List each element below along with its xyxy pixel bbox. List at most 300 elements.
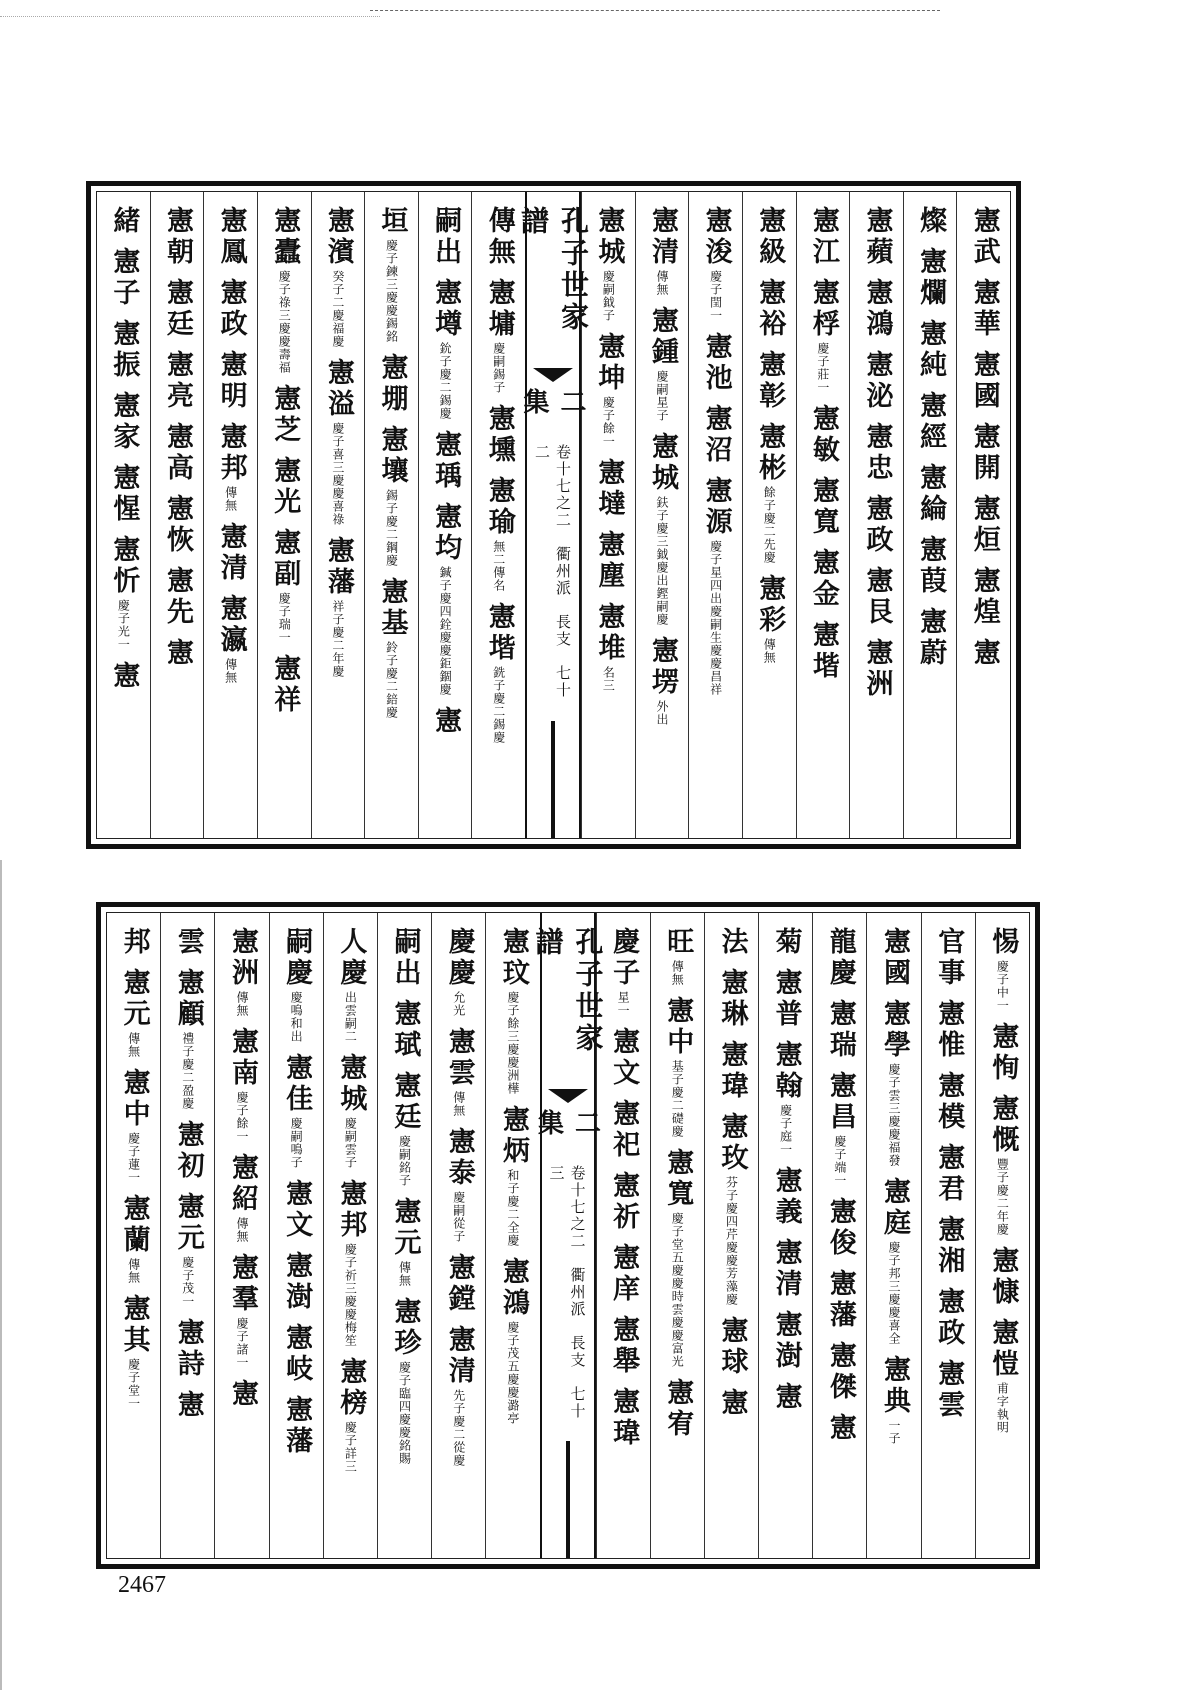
entry-name: 憲球 [716, 1316, 748, 1378]
entry [608, 1099, 638, 1161]
entry-note: 餘子慶二先慶 [762, 486, 777, 564]
entry-note: 慶嗣銘子 [397, 1135, 412, 1187]
entry-name: 憲瑋 [608, 1387, 640, 1449]
entry-name: 燦 [915, 206, 947, 237]
entry [608, 1315, 638, 1377]
entry-name: 憲 [172, 1390, 204, 1421]
entry-name: 憲政 [933, 1287, 965, 1349]
entry [108, 463, 138, 525]
entry-note: 慶子堂五慶慶時雲慶慶富光 [670, 1212, 685, 1368]
genealogy-column [866, 913, 920, 1558]
entry-name: 憲塵 [593, 530, 625, 592]
entry-name: 憲金 [807, 548, 839, 610]
entry-name: 憲忠 [861, 422, 893, 484]
entry-note: 傳無 [234, 1217, 249, 1243]
entry [933, 999, 963, 1061]
entry [987, 927, 1017, 1012]
entry [987, 1246, 1017, 1308]
entry [444, 1127, 474, 1243]
entry [808, 476, 838, 538]
entry-note: 慶子雲三慶慶福發 [887, 1063, 902, 1167]
entry-name: 法 [716, 927, 748, 958]
entry [701, 206, 731, 322]
entry-note: 銑子慶二錫慶 [491, 666, 506, 744]
entry-name: 憲塄 [646, 636, 678, 698]
entry-note: 慶子茂五慶慶潞亭 [505, 1321, 520, 1425]
entry-name: 憲瑞 [824, 999, 856, 1061]
entry-name: 憲堋 [376, 353, 408, 415]
entry-name: 憲高 [161, 422, 193, 484]
entry [647, 636, 677, 726]
entry-name: 緒 [108, 206, 140, 237]
genealogy-column [956, 192, 1010, 838]
entry-note: 名三 [601, 666, 616, 692]
entry-name: 嗣出 [389, 927, 421, 989]
entry-name: 憲中 [118, 1068, 150, 1130]
entry [915, 319, 945, 381]
entry-name: 嗣出 [430, 206, 462, 268]
entry [227, 1153, 257, 1243]
entry [376, 577, 406, 719]
entry-name: 憲庠 [608, 1243, 640, 1305]
entry [484, 404, 514, 466]
entry [933, 927, 963, 989]
entry-name: 憲沼 [700, 404, 732, 466]
entry [771, 1166, 801, 1228]
entry [808, 548, 838, 610]
entry [933, 1071, 963, 1133]
entry-name: 憲俊 [824, 1197, 856, 1259]
entry [119, 1294, 149, 1410]
entry-name: 憲義 [770, 1166, 802, 1228]
entry-name: 憲模 [933, 1071, 965, 1133]
entry-name: 邦 [118, 927, 150, 958]
entry-name: 憲振 [108, 319, 140, 381]
entry [969, 278, 999, 340]
entry-note: 鈗子慶二錫慶 [438, 342, 453, 420]
entry [227, 927, 257, 1017]
entry-name: 憲恢 [161, 494, 193, 556]
entry [647, 206, 677, 296]
entry [771, 927, 801, 958]
entry-note: 癸子二慶福慶 [330, 270, 345, 348]
entry-note: 慶子餘三慶慶洲樺 [505, 991, 520, 1095]
entry-name: 憲岐 [281, 1323, 313, 1385]
entry [162, 638, 192, 669]
entry-name: 憲雲 [933, 1359, 965, 1421]
entry-name: 憲敏 [807, 404, 839, 466]
genealogy-column [257, 192, 311, 838]
entry-name: 憲庭 [879, 1177, 911, 1239]
entry [825, 1071, 855, 1187]
entry-name: 憲桴 [807, 278, 839, 340]
genealogy-column [97, 192, 150, 838]
entry-note: 傳無 [223, 486, 238, 512]
genealogy-column [160, 913, 214, 1558]
entry-name: 憲坤 [593, 332, 625, 394]
entry [825, 1413, 855, 1444]
entry [119, 927, 149, 958]
entry-name: 憲其 [118, 1294, 150, 1356]
entry-name: 菊 [770, 927, 802, 958]
entry-note: 祥子慶二年慶 [330, 600, 345, 678]
entry-note: 慶子中一 [995, 960, 1010, 1012]
entry [701, 332, 731, 394]
entry-name: 憲藩 [281, 1395, 313, 1457]
scan-top-rule [370, 10, 940, 15]
entry-name: 憲堦 [807, 620, 839, 682]
entry-name: 憲中 [662, 996, 694, 1058]
entry-note: 慶子閏一 [708, 270, 723, 322]
entry [915, 463, 945, 525]
entry-name: 憲池 [700, 332, 732, 394]
entry-name: 憲瑀 [430, 430, 462, 492]
genealogy-column [150, 192, 204, 838]
entry-name: 憲傑 [824, 1341, 856, 1403]
entry-name: 憲壤 [376, 425, 408, 487]
entry [444, 927, 474, 1017]
genealogy-column [418, 192, 472, 838]
entry-name: 憲葭 [915, 535, 947, 597]
entry-note: 傳無 [670, 960, 685, 986]
entry [915, 391, 945, 453]
entry-note: 慶子庭一 [778, 1104, 793, 1156]
entry-name: 憲先 [161, 566, 193, 628]
entry [335, 1179, 365, 1347]
entry [701, 404, 731, 466]
entry-note: 慶子諸一 [234, 1317, 249, 1369]
entry-name: 憲廷 [389, 1071, 421, 1133]
entry-name: 憲藩 [824, 1269, 856, 1331]
entry [915, 247, 945, 309]
entry-name: 憲舉 [608, 1315, 640, 1377]
entry [593, 602, 623, 692]
entry-note: 慶嗣鳴子 [289, 1117, 304, 1169]
entry [162, 350, 192, 412]
entry-name: 憲寬 [662, 1148, 694, 1210]
entry [861, 638, 891, 700]
entry [647, 432, 677, 626]
entry [162, 494, 192, 556]
entry [119, 1068, 149, 1184]
entry-note: 一子 [887, 1419, 902, 1445]
scan-left-edge [0, 860, 2, 1690]
entry-name: 憲珷 [389, 999, 421, 1061]
entry-name: 憲墉 [483, 278, 515, 340]
genealogy-page-top [86, 181, 1021, 849]
genealogy-column [704, 913, 758, 1558]
entry [879, 1355, 909, 1445]
entry-name: 憲 [770, 1382, 802, 1413]
entry [593, 206, 623, 322]
entry-name: 憲典 [879, 1355, 911, 1417]
entry [608, 1387, 638, 1449]
entry [647, 306, 677, 422]
entry-name: 憲政 [861, 494, 893, 556]
entry-name: 憲鍾 [646, 306, 678, 368]
entry-name: 憲清 [215, 522, 247, 584]
entry [861, 422, 891, 484]
entry-note: 外出 [654, 700, 669, 726]
genealogy-column [431, 913, 485, 1558]
entry-name: 憲澍 [770, 1310, 802, 1372]
entry-name: 憲玟 [497, 927, 529, 989]
entry [162, 422, 192, 484]
entry-name: 憲羣 [226, 1253, 258, 1315]
entry [216, 594, 246, 684]
entry-name: 憲藩 [322, 536, 354, 598]
entry [484, 278, 514, 394]
entry [879, 927, 909, 989]
genealogy-column [377, 913, 431, 1558]
entry-name: 憲城 [593, 206, 625, 268]
entry [987, 1094, 1017, 1236]
entry-name: 憲惺 [108, 463, 140, 525]
entry-name: 嗣慶 [281, 927, 313, 989]
entry [323, 206, 353, 348]
entry [444, 1253, 474, 1315]
entry [754, 206, 784, 268]
entry [716, 968, 746, 1030]
entry-name: 憲鴻 [861, 278, 893, 340]
entry [915, 206, 945, 237]
collection-label: 二集 [533, 1108, 601, 1135]
entry-name: 憲浚 [700, 206, 732, 268]
entry-name: 憲彬 [754, 422, 786, 484]
entry [390, 1297, 420, 1465]
entry-note: 傳無 [234, 991, 249, 1017]
entry [269, 456, 299, 518]
entry [701, 476, 731, 696]
entry [716, 1316, 746, 1378]
entry [662, 1378, 692, 1440]
entry-name: 憲國 [968, 350, 1000, 412]
entry [444, 1027, 474, 1117]
entry [173, 927, 203, 958]
entry-name: 憲綸 [915, 463, 947, 525]
entry [390, 999, 420, 1061]
entry [879, 1177, 909, 1345]
entry-name: 憲邦 [215, 422, 247, 484]
genealogy-column [311, 192, 365, 838]
entry-name: 憲 [716, 1388, 748, 1419]
entry-name: 憲溢 [322, 358, 354, 420]
panel-grid [96, 191, 1011, 839]
entry-note: 慶子星四出慶嗣生慶慶昌祥 [708, 540, 723, 696]
entry-name: 憲開 [968, 422, 1000, 484]
entry-name: 憲政 [215, 278, 247, 340]
entry-name: 憲堦 [483, 602, 515, 664]
entry-note: 慶嗣錫子 [491, 342, 506, 394]
entry [987, 1022, 1017, 1084]
entry-name: 憲文 [608, 1027, 640, 1089]
entry [825, 999, 855, 1061]
entry-name: 憲清 [443, 1325, 475, 1387]
book-title: 孔子世家譜 [517, 206, 590, 334]
entry [335, 927, 365, 1043]
entry [376, 353, 406, 415]
entry-name: 憲普 [770, 968, 802, 1030]
genealogy-column [921, 913, 975, 1558]
entry [808, 206, 838, 268]
entry [376, 206, 406, 343]
genealogy-column [903, 192, 957, 838]
entry-note: 和子慶二全慶 [505, 1169, 520, 1247]
entry [754, 278, 784, 340]
entry [915, 535, 945, 597]
entry [933, 1359, 963, 1421]
entry-name: 憲濱 [322, 206, 354, 268]
title-bar [551, 721, 555, 838]
entry-note: 鈇子慶三鉞慶出鏗嗣慶 [654, 496, 669, 626]
entry-note: 慶嗣從子 [451, 1191, 466, 1243]
entry-note: 基子慶二礎慶 [670, 1060, 685, 1138]
entry-note: 慶嗣鉞子 [601, 270, 616, 322]
entry [108, 391, 138, 453]
entry-name: 憲城 [646, 432, 678, 494]
genealogy-column [203, 192, 257, 838]
entry [216, 350, 246, 412]
entry-name: 憲 [968, 638, 1000, 669]
entry [716, 1040, 746, 1102]
entry [933, 1143, 963, 1205]
genealogy-column [758, 913, 812, 1558]
entry-note: 慶子喜三慶慶喜祿 [330, 422, 345, 526]
entry [444, 1325, 474, 1467]
entry-name: 憲祥 [269, 654, 301, 716]
entry-name: 垣 [376, 206, 408, 237]
panel-grid [106, 912, 1030, 1559]
entry-name: 憲佳 [281, 1053, 313, 1115]
entry [716, 1112, 746, 1306]
volume-line: 卷十七之二 衢州派 長支 七十三 [547, 1165, 587, 1421]
entry [335, 1053, 365, 1169]
entry-name: 憲華 [968, 278, 1000, 340]
entry-name: 憲元 [118, 968, 150, 1030]
entry [281, 1395, 311, 1457]
genealogy-column [796, 192, 850, 838]
genealogy-column [975, 913, 1029, 1558]
entry-note: 無二傳名 [491, 540, 506, 592]
entry-name: 憲副 [269, 528, 301, 590]
entry-name: 憲祀 [608, 1099, 640, 1161]
entry-name: 憲朝 [161, 206, 193, 268]
entry-name: 憲恂 [987, 1022, 1019, 1084]
entry-name: 憲忻 [108, 535, 140, 597]
title-bar [566, 1441, 570, 1558]
entry-name: 憲昌 [824, 1071, 856, 1133]
entry-name: 憲家 [108, 391, 140, 453]
entry [216, 206, 246, 268]
entry [861, 566, 891, 628]
entry-note: 豐子慶二年慶 [995, 1158, 1010, 1236]
entry [987, 1318, 1017, 1434]
page-number: 2467 [118, 1572, 166, 1598]
entry-name: 憲琳 [716, 968, 748, 1030]
entry-note: 傳無 [762, 638, 777, 664]
entry-name: 憲城 [335, 1053, 367, 1115]
entry [162, 566, 192, 628]
entry [216, 522, 246, 584]
entry-note: 慶子餘一 [601, 396, 616, 448]
entry-name: 憲元 [172, 1192, 204, 1254]
entry [825, 927, 855, 989]
entry [608, 1171, 638, 1233]
entry-note: 慶鳴和出 [289, 991, 304, 1043]
entry-name: 憲 [108, 661, 140, 692]
entry-name: 慶子 [608, 927, 640, 989]
entry-name: 憲瑋 [716, 1040, 748, 1102]
entry [498, 927, 528, 1095]
entry [771, 1040, 801, 1156]
entry-name: 憲級 [754, 206, 786, 268]
entry-name: 憲鳳 [215, 206, 247, 268]
entry-name: 憲國 [879, 927, 911, 989]
entry-name: 人慶 [335, 927, 367, 989]
genealogy-column [650, 913, 704, 1558]
entry [162, 206, 192, 268]
entry-name: 憲煌 [968, 566, 1000, 628]
entry [108, 247, 138, 309]
entry [662, 1148, 692, 1368]
entry-name: 憲慨 [987, 1094, 1019, 1156]
entry-note: 先子慶二從慶 [451, 1389, 466, 1467]
entry [108, 535, 138, 651]
entry [430, 206, 460, 268]
entry [933, 1215, 963, 1277]
genealogy-column [323, 913, 377, 1558]
entry-name: 憲蘭 [118, 1194, 150, 1256]
genealogy-column [688, 192, 742, 838]
entry [771, 1310, 801, 1372]
entry-note: 錫子慶二鋼慶 [384, 489, 399, 567]
entry-name: 憲烜 [968, 494, 1000, 556]
genealogy-column [742, 192, 796, 838]
entry [498, 1257, 528, 1425]
fishtail-mark [533, 368, 573, 382]
entry-name: 憲源 [700, 476, 732, 538]
genealogy-page-bottom [96, 902, 1040, 1569]
entry-name: 憲爛 [915, 247, 947, 309]
entry-name: 憲洲 [861, 638, 893, 700]
fishtail-mark [548, 1089, 588, 1103]
entry-note: 慶子莊一 [815, 342, 830, 394]
entry-name: 憲 [226, 1379, 258, 1410]
entry-name: 憲彩 [754, 574, 786, 636]
entry-name: 憲裕 [754, 278, 786, 340]
entry-name: 憲文 [281, 1179, 313, 1241]
entry [593, 332, 623, 448]
entry-name: 憲 [824, 1413, 856, 1444]
entry-name: 慶慶 [443, 927, 475, 989]
entry-note: 慶子光一 [116, 599, 131, 651]
entry [593, 530, 623, 592]
entry-name: 憲鏜 [443, 1253, 475, 1315]
entry-name: 憲湘 [933, 1215, 965, 1277]
genealogy-column [635, 192, 689, 838]
entry-name: 憲明 [215, 350, 247, 412]
entry [808, 404, 838, 466]
entry-name: 憲墶 [593, 458, 625, 520]
entry [716, 927, 746, 958]
entry-name: 憲瀛 [215, 594, 247, 656]
entry [969, 638, 999, 669]
entry [269, 528, 299, 644]
entry [173, 968, 203, 1110]
genealogy-column [269, 913, 323, 1558]
entry [825, 1269, 855, 1331]
entry-name: 憲宥 [662, 1378, 694, 1440]
